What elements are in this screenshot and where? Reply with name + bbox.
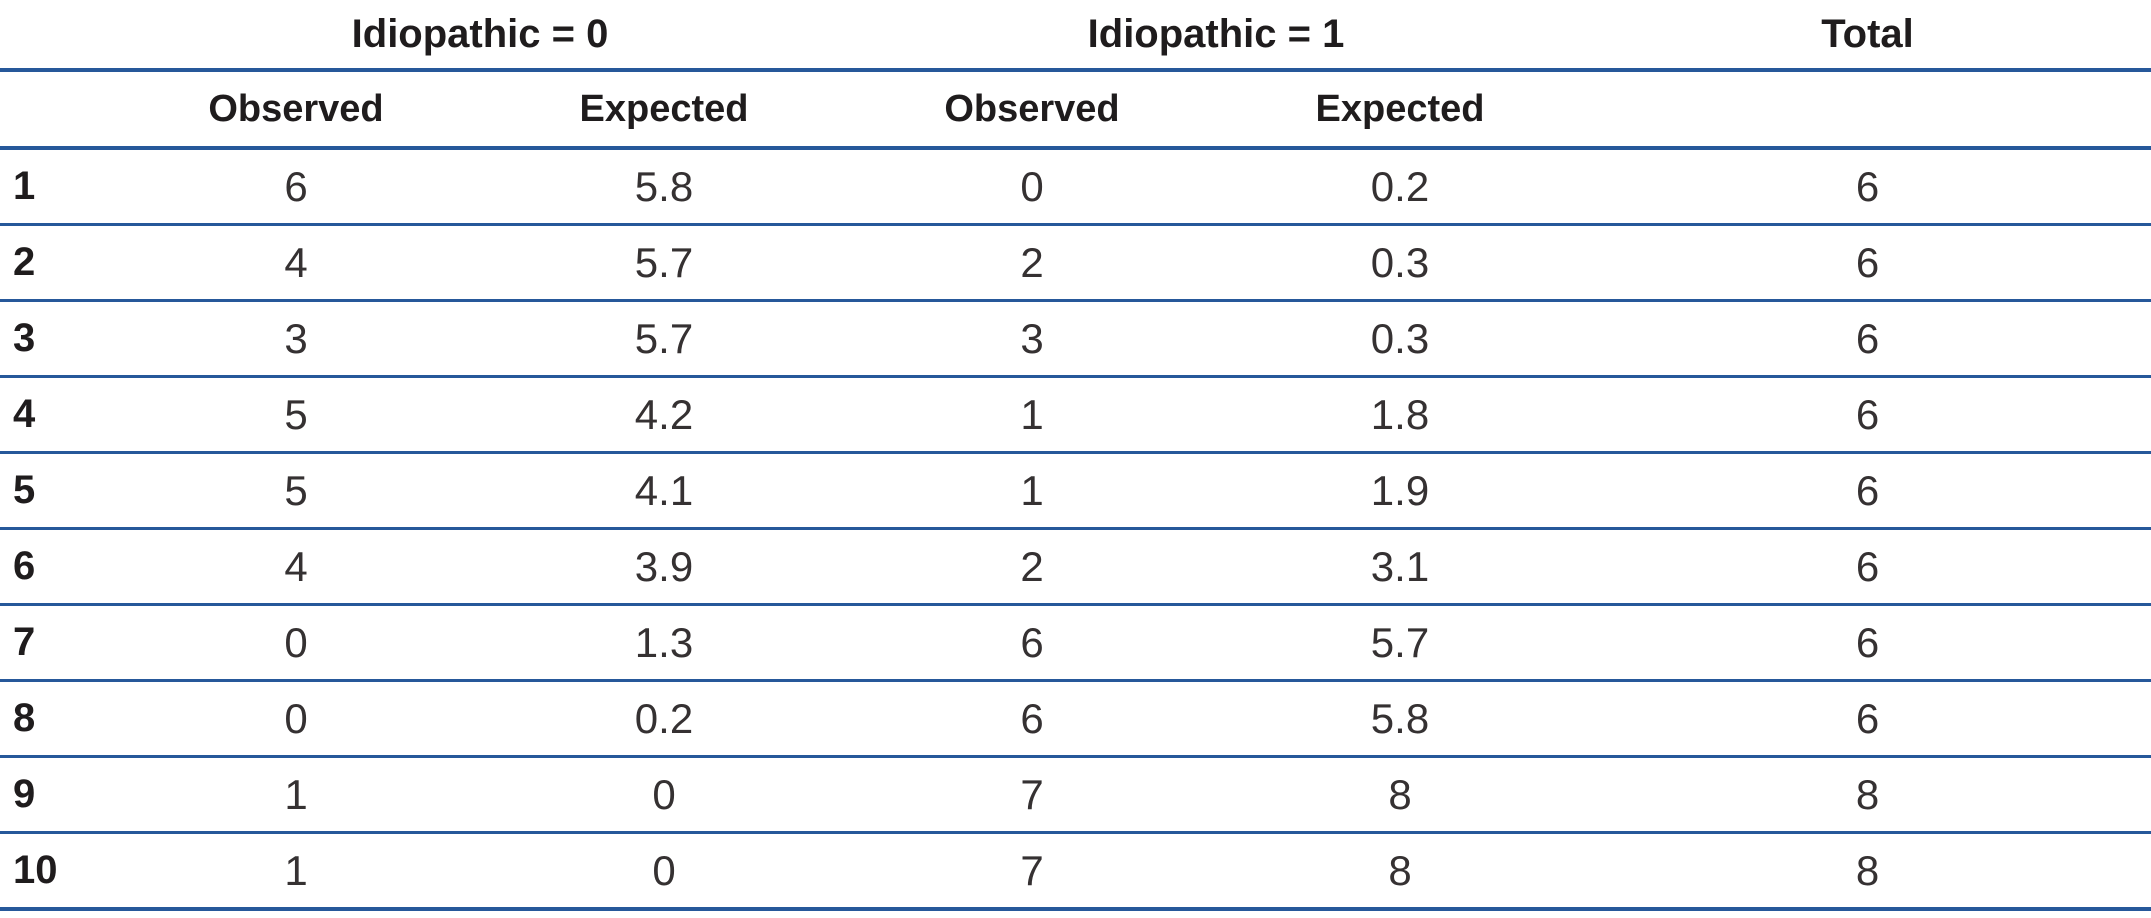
cell-expected-1: 5.8 <box>1216 681 1584 757</box>
sub-header-row <box>0 70 2151 148</box>
cell-observed-1: 1 <box>848 453 1216 529</box>
cell-total: 8 <box>1584 833 2151 910</box>
cell-total: 6 <box>1584 301 2151 377</box>
cell-observed-1: 7 <box>848 833 1216 910</box>
cell-total: 8 <box>1584 757 2151 833</box>
cell-observed-1: 2 <box>848 529 1216 605</box>
cell-total: 6 <box>1584 377 2151 453</box>
cell-expected-1: 0.3 <box>1216 301 1584 377</box>
cell-expected-0: 5.7 <box>480 225 848 301</box>
cell-expected-1: 8 <box>1216 833 1584 910</box>
sub-header-total-blank <box>1584 70 2151 148</box>
cell-expected-1: 0.2 <box>1216 148 1584 225</box>
sub-header-expected-1: Expected <box>1216 70 1584 148</box>
cell-observed-1: 3 <box>848 301 1216 377</box>
cell-observed-0: 6 <box>112 148 480 225</box>
cell-expected-1: 1.8 <box>1216 377 1584 453</box>
row-label: 2 <box>0 225 112 301</box>
cell-observed-0: 4 <box>112 225 480 301</box>
cell-expected-0: 4.1 <box>480 453 848 529</box>
cell-expected-0: 3.9 <box>480 529 848 605</box>
cell-expected-0: 1.3 <box>480 605 848 681</box>
cell-expected-0: 0 <box>480 833 848 910</box>
row-label: 5 <box>0 453 112 529</box>
table-row <box>0 681 2151 757</box>
cell-observed-0: 5 <box>112 453 480 529</box>
table-row <box>0 301 2151 377</box>
cell-expected-0: 4.2 <box>480 377 848 453</box>
cell-expected-1: 0.3 <box>1216 225 1584 301</box>
sub-header-blank <box>0 70 112 148</box>
row-label: 8 <box>0 681 112 757</box>
cell-observed-0: 1 <box>112 757 480 833</box>
cell-expected-0: 0 <box>480 757 848 833</box>
table-row <box>0 453 2151 529</box>
row-label: 4 <box>0 377 112 453</box>
col-group-total: Total <box>1584 0 2151 70</box>
col-group-idiopathic-1: Idiopathic = 1 <box>848 0 1584 70</box>
sub-header-expected-0: Expected <box>480 70 848 148</box>
row-label: 10 <box>0 833 112 910</box>
cell-total: 6 <box>1584 453 2151 529</box>
sub-header-observed-0: Observed <box>112 70 480 148</box>
row-label: 3 <box>0 301 112 377</box>
group-header-row <box>0 0 2151 70</box>
table-row <box>0 225 2151 301</box>
cell-observed-1: 0 <box>848 148 1216 225</box>
cell-expected-0: 0.2 <box>480 681 848 757</box>
cell-observed-0: 5 <box>112 377 480 453</box>
row-label: 7 <box>0 605 112 681</box>
cell-expected-1: 1.9 <box>1216 453 1584 529</box>
table-row <box>0 377 2151 453</box>
cell-observed-0: 1 <box>112 833 480 910</box>
cell-observed-0: 3 <box>112 301 480 377</box>
table-row <box>0 757 2151 833</box>
cell-expected-1: 8 <box>1216 757 1584 833</box>
cell-observed-0: 0 <box>112 605 480 681</box>
table-row <box>0 148 2151 225</box>
cell-observed-1: 7 <box>848 757 1216 833</box>
cell-total: 6 <box>1584 225 2151 301</box>
cell-observed-1: 6 <box>848 605 1216 681</box>
row-label: 1 <box>0 148 112 225</box>
cell-observed-1: 1 <box>848 377 1216 453</box>
row-label: 9 <box>0 757 112 833</box>
cell-total: 6 <box>1584 529 2151 605</box>
cell-total: 6 <box>1584 605 2151 681</box>
cell-total: 6 <box>1584 681 2151 757</box>
cell-expected-0: 5.8 <box>480 148 848 225</box>
cell-expected-0: 5.7 <box>480 301 848 377</box>
cell-observed-0: 4 <box>112 529 480 605</box>
row-label: 6 <box>0 529 112 605</box>
table-row <box>0 833 2151 910</box>
cell-observed-1: 6 <box>848 681 1216 757</box>
col-group-idiopathic-0: Idiopathic = 0 <box>112 0 848 70</box>
corner-blank-cell <box>0 0 112 70</box>
table-row <box>0 605 2151 681</box>
cell-observed-1: 2 <box>848 225 1216 301</box>
table-row <box>0 529 2151 605</box>
cell-total: 6 <box>1584 148 2151 225</box>
cell-observed-0: 0 <box>112 681 480 757</box>
cell-expected-1: 5.7 <box>1216 605 1584 681</box>
sub-header-observed-1: Observed <box>848 70 1216 148</box>
cell-expected-1: 3.1 <box>1216 529 1584 605</box>
